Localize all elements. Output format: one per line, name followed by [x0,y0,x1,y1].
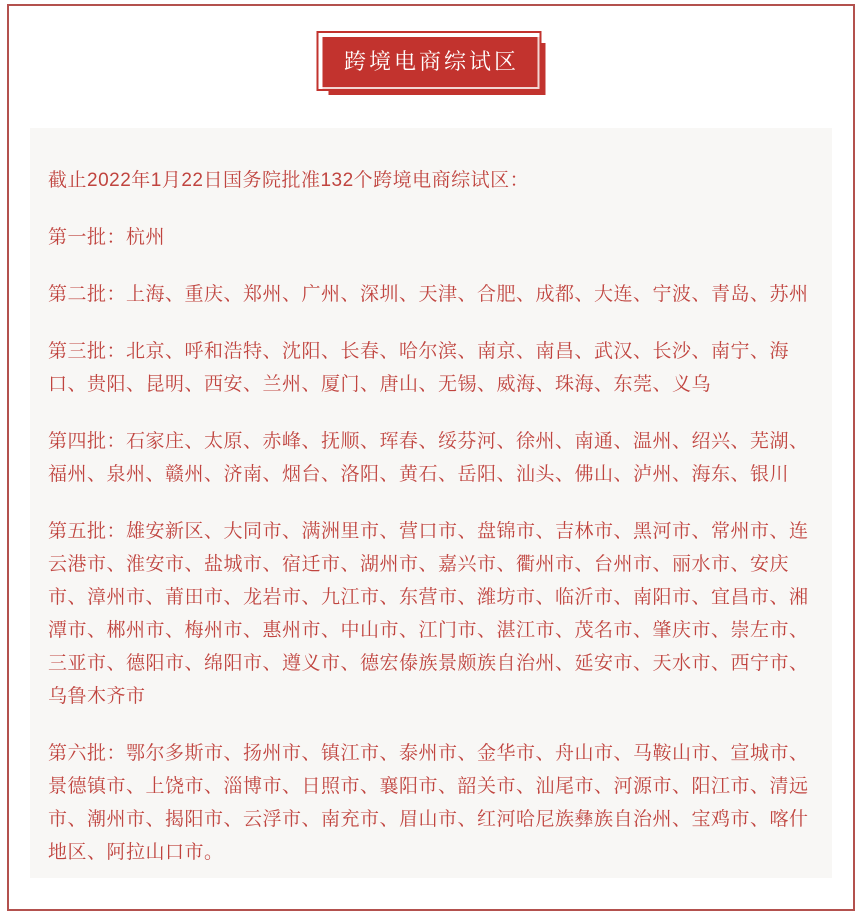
batch-1-paragraph: 第一批：杭州 [48,227,166,248]
batch-5-paragraph: 第五批：雄安新区、大同市、满洲里市、营口市、盘锦市、吉林市、黑河市、常州市、连云港市、淮安市、盐城市、宿迁市、湖州市、嘉兴市、衢州市、台州市、丽水市、安庆市、漳州市、莆田市、龙岩市、九江市、东营市、潍坊市、临沂市、南阳市、宜昌市、湘潭市、郴州市、梅州市、惠州市、中山市、江门市、湛江市、茂名市、肇庆市、崇左市、三亚市、德阳市、绵阳市、遵义市、德宏傣族景颇族自治州、延安市、天水市、西宁市、乌鲁木齐市 [48,521,809,707]
page-title: 跨境电商综试区 [322,37,539,89]
intro-paragraph: 截止2022年1月22日国务院批准132个跨境电商综试区： [48,170,530,191]
batch-2-paragraph: 第二批：上海、重庆、郑州、广州、深圳、天津、合肥、成都、大连、宁波、青岛、苏州 [48,284,809,305]
title-badge [322,37,539,89]
batch-3-paragraph: 第三批：北京、呼和浩特、沈阳、长春、哈尔滨、南京、南昌、武汉、长沙、南宁、海口、贵阳、昆明、西安、兰州、厦门、唐山、无锡、威海、珠海、东莞、义乌 [48,341,790,395]
batch-6-paragraph: 第六批：鄂尔多斯市、扬州市、镇江市、泰州市、金华市、舟山市、马鞍山市、宣城市、景德镇市、上饶市、淄博市、日照市、襄阳市、韶关市、汕尾市、河源市、阳江市、清远市、潮州市、揭阳市、云浮市、南充市、眉山市、红河哈尼族彝族自治州、宝鸡市、喀什地区、阿拉山口市。 [48,743,809,863]
batch-4-paragraph: 第四批：石家庄、太原、赤峰、抚顺、珲春、绥芬河、徐州、南通、温州、绍兴、芜湖、福州、泉州、赣州、济南、烟台、洛阳、黄石、岳阳、汕头、佛山、泸州、海东、银川 [48,431,809,485]
content-panel [30,128,832,878]
